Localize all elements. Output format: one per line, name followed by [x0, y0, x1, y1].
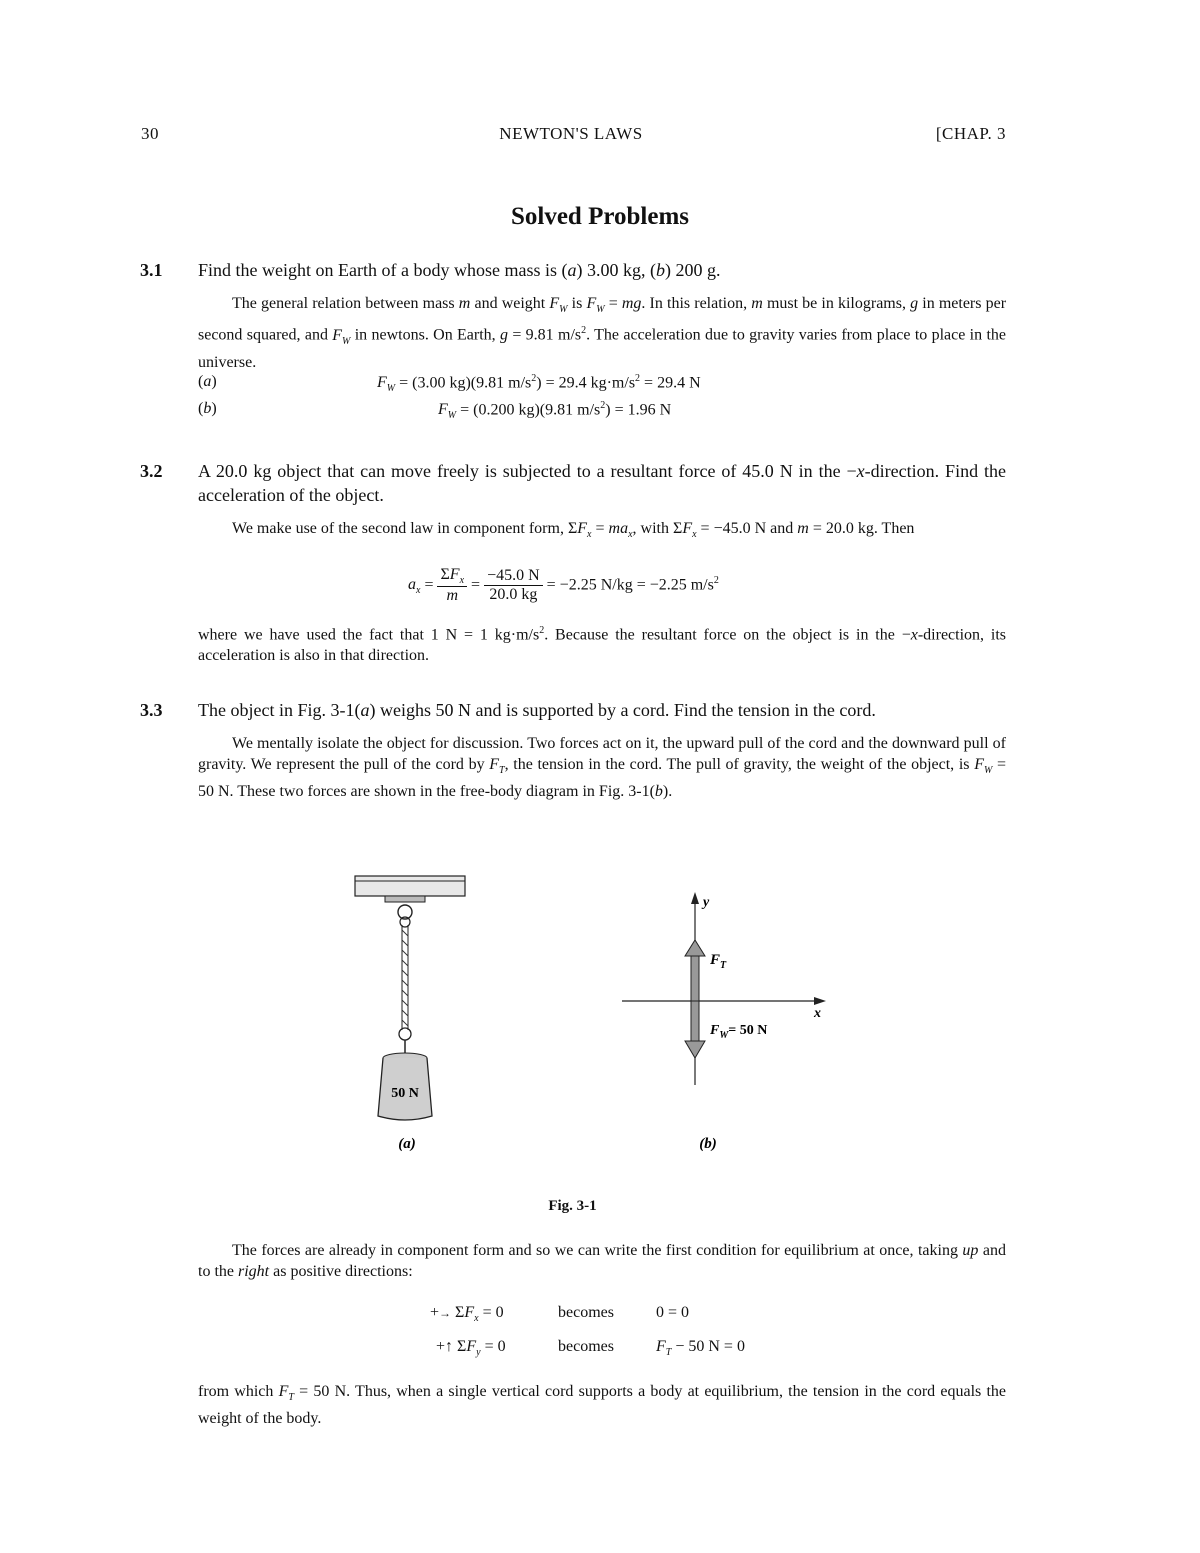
y-axis-label: y	[703, 895, 710, 910]
problem-statement: Find the weight on Earth of a body whose mass is (a) 3.00 kg, (b) 200 g.	[198, 260, 721, 280]
tension-arrow	[685, 940, 705, 1001]
cord	[399, 925, 411, 1054]
equilibrium-eq-y-result: $F_T - 50$ N = 0	[656, 1338, 745, 1359]
equilibrium-eq-x-result: 0 = 0	[656, 1304, 690, 1321]
problem-statement: A 20.0 kg object that can move freely is subjected to a resultant force of 45.0 N in the −x-direction. Find the acceleration of the object.	[198, 461, 1006, 505]
equation-label: (b)	[198, 400, 217, 417]
problem-number: 3.3	[140, 700, 163, 720]
solution-paragraph: We mentally isolate the object for discussion. Two forces act on it, the upward pull of the cord and the downward pull of gravity. We represent the pull of the cord by $F_T$, the tension in the cord. The pull of gravity, the weight of the object, is $F_W = 50$ N. These two forces are shown in the free-body diagram in Fig. 3-1(b).	[198, 735, 1006, 801]
problem-statement: The object in Fig. 3-1(a) weighs 50 N and is supported by a cord. Find the tension in the cord.	[198, 700, 876, 720]
weight-label: 50 N	[391, 1086, 419, 1101]
acceleration-equation: $a_x$ = $\frac{\Sigma F_x}{m}$ = $\frac{-45.0 N}{20.0 kg}$ = −2.25 N/kg = −2.25 $m/s^2$	[408, 566, 719, 605]
solution-paragraph: from which $F_T = 50$ N. Thus, when a single vertical cord supports a body at equilibrium, the tension in the cord equals the weight of the body.	[198, 1383, 1006, 1428]
ceiling	[355, 876, 465, 896]
x-axis	[622, 997, 826, 1005]
problem-number: 3.2	[140, 461, 163, 481]
solution-paragraph: We make use of the second law in component form, $\Sigma F_x = ma_x$, with $\Sigma F_x = -45.0$ N and m = 20.0 kg. Then	[232, 520, 915, 541]
page-number: 30	[141, 124, 159, 143]
section-title: Solved Problems	[510, 203, 689, 230]
equilibrium-eq-x: +→ $\Sigma F_x = 0$	[430, 1304, 504, 1325]
weight-arrow	[685, 1001, 705, 1058]
equilibrium-eq-y: +↑ $\Sigma F_y = 0$	[436, 1338, 506, 1359]
equilibrium-eq-x-becomes: becomes	[558, 1304, 614, 1321]
solution-paragraph: where we have used the fact that 1 N = 1 $kg\cdot m/s^2$. Because the resultant force on the object is in the −x-direction, its acceleration is also in that direction.	[198, 625, 1007, 665]
solution-paragraph: The forces are already in component form and so we can write the first condition for equilibrium at once, taking up and to the right as positive directions:	[198, 1242, 1006, 1280]
weight-force-label: $F_W= 50$ N	[710, 1023, 768, 1041]
solution-paragraph: The general relation between mass m and weight $F_W$ is $F_W$ = mg. In this relation, m must be in kilograms, g in meters per second squared, and $F_W$ in newtons. On Earth, g = 9.81 $m/s^2$. The acceleration due to gravity varies from place to place in the universe.	[198, 295, 1007, 371]
equation: $F_W = (3.00$ kg)(9.81 $m/s^2) = 29.4$ $kg\cdot m/s^2 = 29.4$ N	[377, 373, 701, 395]
equation: $F_W = (0.200$ kg)(9.81 $m/s^2) = 1.96$ N	[438, 400, 672, 422]
subfigure-label-a: (a)	[398, 1136, 416, 1152]
x-axis-label: x	[814, 1006, 821, 1021]
running-head: NEWTON'S LAWS	[499, 124, 643, 143]
figure-caption: Fig. 3-1	[548, 1198, 597, 1214]
subfigure-label-b: (b)	[699, 1136, 717, 1152]
equation-label: (a)	[198, 373, 217, 390]
figure-3-1	[340, 870, 860, 1160]
tension-label: $F_T$	[710, 952, 727, 971]
chapter-ref: [CHAP. 3	[935, 124, 1006, 143]
problem-number: 3.1	[140, 260, 163, 280]
cord-hook	[385, 896, 425, 927]
equilibrium-eq-y-becomes: becomes	[558, 1338, 614, 1355]
